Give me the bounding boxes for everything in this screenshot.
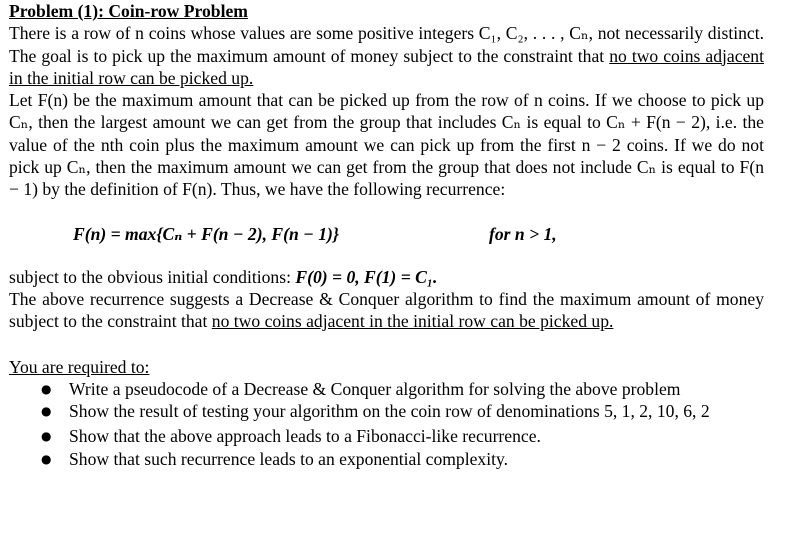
initial-conditions-text: subject to the obvious initial conditions: [9,266,296,287]
algorithm-text: The above recurrence suggests a Decrease & Conquer algorithm to find the maximum amount of money subject to the constraint that [9,288,764,332]
recurrence-formula [9,223,764,245]
list-item: ● Show that such recurrence leads to an exponential complexity. [41,448,509,469]
intro-paragraph [9,22,764,89]
task-list [9,378,764,470]
initial-conditions [9,266,764,288]
required-heading: You are required to: [9,356,150,377]
bullet-icon: ● [41,451,52,466]
problem-title: Problem (1): Coin-row Problem [9,1,248,21]
algorithm-constraint-text: no two coins adjacent in the initial row can be picked up. [211,311,614,332]
initial-conditions-formula: F(0) = 0, F(1) = C₁. [295,266,438,287]
list-item: ● Write a pseudocode of a Decrease & Conquer algorithm for solving the above problem [41,378,681,399]
constraint-text: no two coins adjacent in the initial row can be picked up. [9,45,764,88]
intro-text: There is a row of n coins whose values are some positive integers C₁, C₂, . . . , Cₙ, not necessarily distinct. The goal is to pick up the maximum amount of money subject to the constraint that [9,23,764,66]
list-item: ● Show that the above approach leads to a Fibonacci-like recurrence. [41,426,541,447]
definition-paragraph: Let F(n) be the maximum amount that can be picked up from the row of n coins. If we choose to pick up Cₙ, then the largest amount we can get from the group that includes Cₙ is equal to Cₙ + F(n − 2), i.e. the value of the nth coin plus the maximum amount we can pick up from the first n − 2 coins. If we do not pick up Cₙ, then the maximum amount we can get from the group that does not include Cₙ is equal to F(n − 1) by the definition of F(n). Thus, we have the following recurrence: [9,90,764,200]
formula-expression: F(n) = max{Cₙ + F(n − 2), F(n − 1)} [73,223,339,244]
bullet-icon: ● [41,381,52,396]
bullet-icon: ● [41,429,52,444]
formula-condition: for n > 1, [489,223,557,244]
list-item: ● Show the result of testing your algorithm on the coin row of denominations 5, 1, 2, 10, 6, 2 [41,401,710,422]
algorithm-paragraph [9,288,764,333]
document [9,0,764,470]
bullet-icon: ● [41,404,52,419]
